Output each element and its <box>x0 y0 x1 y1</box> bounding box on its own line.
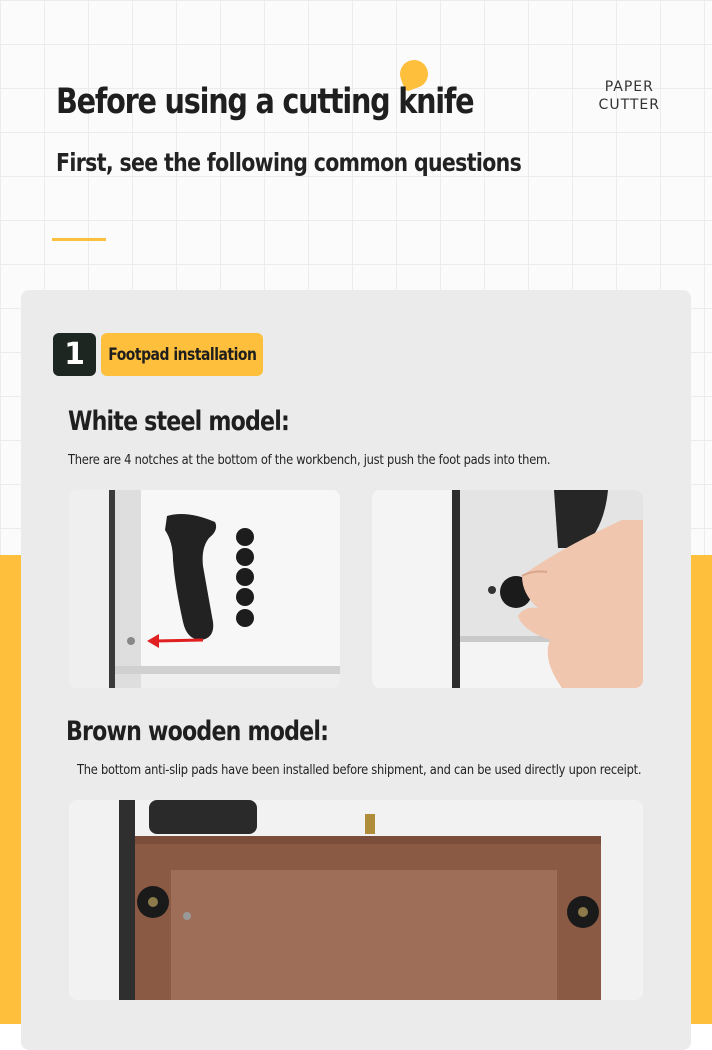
step-label-text: Footpad installation <box>107 344 257 365</box>
white-model-description: There are 4 notches at the bottom of the workbench, just push the foot pads into them. <box>68 452 551 468</box>
step-label-badge <box>101 333 263 376</box>
wooden-model-photo <box>69 800 643 1000</box>
white-model-heading: White steel model: <box>68 406 290 437</box>
accent-divider <box>52 238 106 241</box>
brand-line-2: CUTTER <box>598 97 660 113</box>
brown-model-heading: Brown wooden model: <box>66 716 329 747</box>
footpad-install-photo <box>372 490 643 688</box>
brown-model-description: The bottom anti-slip pads have been installed before shipment, and can be used directly upon receipt. <box>77 762 642 778</box>
brand-line-1: PAPER <box>604 79 654 95</box>
step-number-badge: 1 <box>53 333 96 376</box>
page-title: Before using a cutting knife <box>56 82 474 122</box>
footpad-parts-photo <box>69 490 340 688</box>
brand-label <box>599 78 660 114</box>
page-subtitle: First, see the following common questions <box>56 148 522 177</box>
